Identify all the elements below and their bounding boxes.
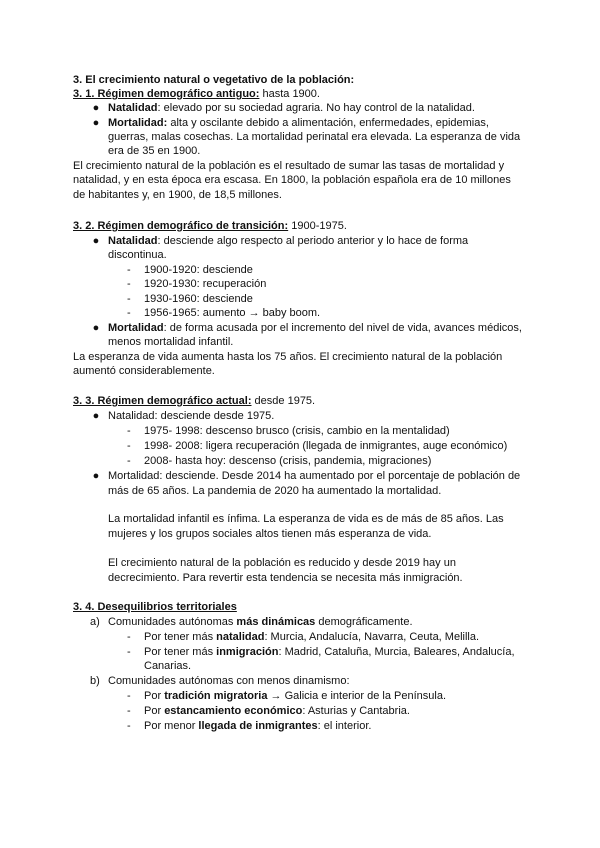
bullet-icon: ●	[92, 102, 100, 114]
natalidad-item: Natalidad: elevado por su sociedad agraria. No hay control de la natalidad.	[108, 102, 475, 114]
period-item: 1956-1965: aumento → baby boom.	[144, 307, 321, 319]
bullet-icon: ●	[92, 235, 100, 247]
paragraph-line: mujeres y los grupos sociales altos tienen más esperanza de vida.	[108, 528, 432, 540]
period-item: 1930-1960: desciende	[144, 293, 253, 305]
natalidad-item: Natalidad: desciende desde 1975.	[108, 410, 275, 422]
natalidad-line-2: discontinua.	[108, 249, 167, 261]
subsection-1-heading: 3. 1. Régimen demográfico antiguo: hasta 1900.	[73, 88, 320, 100]
mortalidad-line-2: menos mortalidad infantil.	[108, 336, 234, 348]
list-subitem: Por estancamiento económico: Asturias y Cantabria.	[144, 705, 410, 717]
list-item: Comunidades autónomas con menos dinamismo:	[108, 675, 350, 687]
dash-icon: -	[127, 720, 131, 732]
paragraph-line: El crecimiento natural de la población es el resultado de sumar las tasas de mortalidad y	[73, 160, 505, 172]
mortalidad-line-2: más de 65 años. La pandemia de 2020 ha aumentado la mortalidad.	[108, 485, 442, 497]
dash-icon: -	[127, 631, 131, 643]
bullet-icon: ●	[92, 117, 100, 129]
dash-icon: -	[127, 293, 131, 305]
dash-icon: -	[127, 646, 131, 658]
section-title: 3. El crecimiento natural o vegetativo de la población:	[73, 74, 355, 86]
period-item: 1900-1920: desciende	[144, 264, 253, 276]
dash-icon: -	[127, 690, 131, 702]
paragraph-line: natalidad, y en esta época era escasa. En 1800, la población española era de 10 millones	[73, 174, 511, 186]
dash-icon: -	[127, 264, 131, 276]
paragraph-line: de habitantes y, en 1900, de 18,5 millones.	[73, 189, 282, 201]
list-subitem: Por menor llegada de inmigrantes: el interior.	[144, 720, 372, 732]
mortalidad-item: Mortalidad: alta y oscilante debido a alimentación, enfermedades, epidemias,	[108, 117, 489, 129]
paragraph-line: El crecimiento natural de la población es reducido y desde 2019 hay un	[108, 557, 456, 569]
mortalidad-line-2: guerras, malas cosechas. La mortalidad perinatal era elevada. La esperanza de vida	[108, 131, 521, 143]
list-subitem-line-2: Canarias.	[144, 660, 192, 672]
list-subitem: Por tradición migratoria → Galicia e interior de la Península.	[144, 690, 447, 702]
list-label: a)	[90, 616, 100, 628]
dash-icon: -	[127, 705, 131, 717]
subsection-4-heading: 3. 4. Desequilibrios territoriales	[73, 601, 237, 613]
mortalidad-line-3: era de 35 en 1900.	[108, 145, 201, 157]
period-item: 2008- hasta hoy: descenso (crisis, pandemia, migraciones)	[144, 455, 432, 467]
list-subitem: Por tener más inmigración: Madrid, Cataluña, Murcia, Baleares, Andalucía,	[144, 646, 515, 658]
list-label: b)	[90, 675, 100, 687]
dash-icon: -	[127, 307, 131, 319]
subsection-3-heading: 3. 3. Régimen demográfico actual: desde 1975.	[73, 395, 316, 407]
bullet-icon: ●	[92, 322, 100, 334]
period-item: 1975- 1998: descenso brusco (crisis, cambio en la mentalidad)	[144, 425, 450, 437]
dash-icon: -	[127, 278, 131, 290]
mortalidad-item: Mortalidad: desciende. Desde 2014 ha aumentado por el porcentaje de población de	[108, 470, 521, 482]
mortalidad-item: Mortalidad: de forma acusada por el incremento del nivel de vida, avances médicos,	[108, 322, 522, 334]
paragraph-line: aumentó considerablemente.	[73, 365, 215, 377]
period-item: 1920-1930: recuperación	[144, 278, 267, 290]
list-subitem: Por tener más natalidad: Murcia, Andalucía, Navarra, Ceuta, Melilla.	[144, 631, 480, 643]
paragraph-line: La mortalidad infantil es ínfima. La esperanza de vida es de más de 85 años. Las	[108, 513, 504, 525]
paragraph-line: La esperanza de vida aumenta hasta los 75 años. El crecimiento natural de la población	[73, 351, 503, 363]
period-item: 1998- 2008: ligera recuperación (llegada de inmigrantes, auge económico)	[144, 440, 508, 452]
paragraph-line: decrecimiento. Para revertir esta tendencia se necesita más inmigración.	[108, 572, 463, 584]
bullet-icon: ●	[92, 410, 100, 422]
list-item: Comunidades autónomas más dinámicas demográficamente.	[108, 616, 413, 628]
dash-icon: -	[127, 425, 131, 437]
dash-icon: -	[127, 455, 131, 467]
bullet-icon: ●	[92, 470, 100, 482]
dash-icon: -	[127, 440, 131, 452]
natalidad-item: Natalidad: desciende algo respecto al periodo anterior y lo hace de forma	[108, 235, 469, 247]
subsection-2-heading: 3. 2. Régimen demográfico de transición: 1900-1975.	[73, 220, 347, 232]
